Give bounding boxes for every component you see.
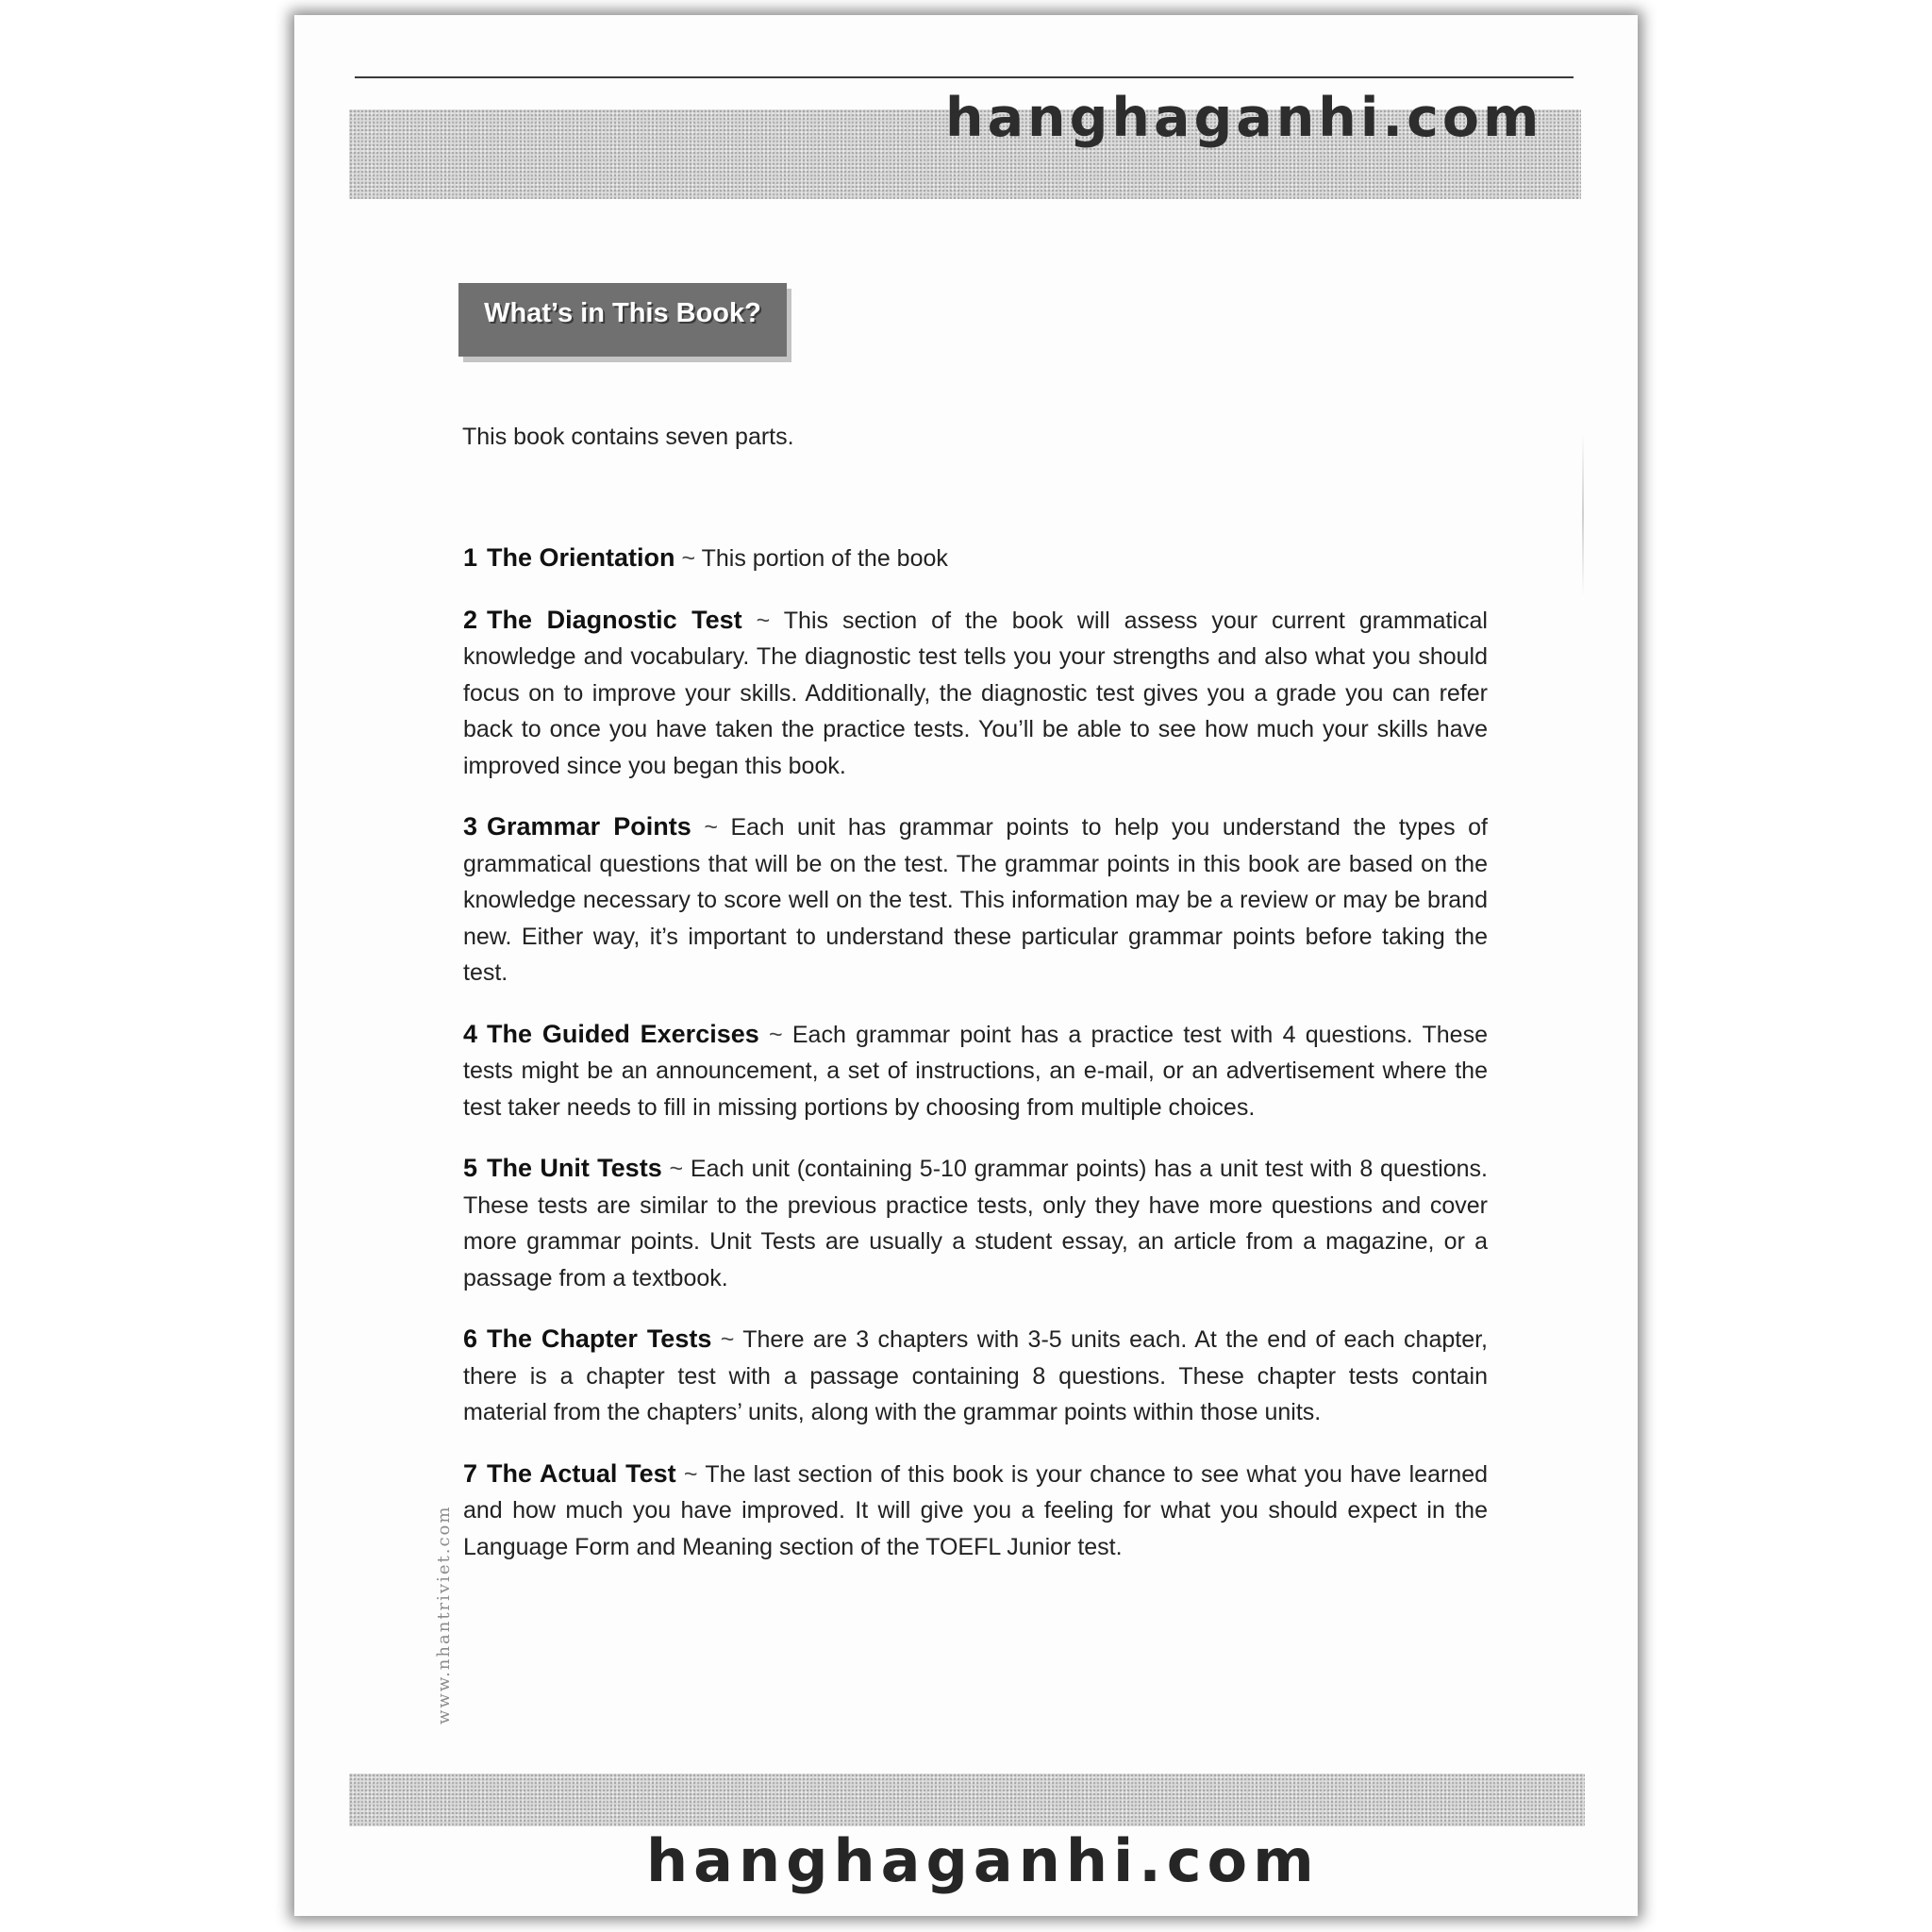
part-title-text: Grammar Points	[487, 812, 691, 841]
part-title	[463, 812, 691, 841]
margin-mark	[1582, 430, 1584, 600]
part-description: Each unit has grammar points to help you understand the types of grammatical questions that will be on the test. The grammar points in this book are based on the knowledge necessary to score well on the test. This information may be a review or may be brand new. Either way, it’s important to understand these particular grammar points before taking the test.	[463, 814, 1488, 986]
part-item	[463, 1016, 1488, 1126]
book-page	[294, 15, 1638, 1916]
section-heading-text: What’s in This Book?	[484, 298, 761, 328]
part-item	[463, 540, 1488, 577]
part-title-text: The Actual Test	[487, 1458, 676, 1488]
part-separator: ~	[669, 1156, 684, 1182]
part-item	[463, 602, 1488, 785]
part-number: 3	[463, 812, 478, 841]
intro-text: This book contains seven parts.	[462, 424, 794, 450]
part-item	[463, 1321, 1488, 1431]
part-number: 7	[463, 1458, 478, 1488]
part-title-text: The Guided Exercises	[487, 1019, 759, 1048]
part-separator: ~	[681, 545, 696, 572]
part-description: There are 3 chapters with 3-5 units each. At the end of each chapter, there is a chapter test with a passage containing 8 questions. These chapter tests contain material from the chapters’ units, along with the grammar points within those units.	[463, 1326, 1488, 1425]
part-title	[463, 1020, 759, 1048]
part-description: Each unit (containing 5-10 grammar points) has a unit test with 8 questions. These tests are similar to the previous practice tests, only they have more questions and cover more grammar points. Unit Tests are usually a student essay, an article from a magazine, or a passage from a textbook.	[463, 1156, 1488, 1291]
part-description: The last section of this book is your chance to see what you have learned and how much you have improved. It will give you a feeling for what you should expect in the Language Form and Meaning section of the TOEFL Junior test.	[463, 1460, 1489, 1560]
header-watermark: hanghaganhi.com	[945, 87, 1543, 149]
part-number: 1	[463, 543, 478, 572]
part-title	[463, 606, 742, 634]
part-title-text: The Orientation	[487, 543, 675, 572]
part-title-text: The Diagnostic Test	[487, 605, 742, 634]
part-number: 6	[463, 1324, 478, 1353]
part-separator: ~	[683, 1460, 698, 1488]
part-title	[463, 1459, 676, 1488]
footer-band	[349, 1774, 1585, 1826]
part-title	[463, 1324, 711, 1353]
part-separator: ~	[704, 814, 718, 841]
part-description: This portion of the book	[701, 545, 948, 572]
part-description: This section of the book will assess your current grammatical knowledge and vocabulary. The diagnostic test tells you your strengths and also what you should focus on to improve your skills. Additionally, the diagnostic test gives you a grade you can refer back to once you have taken the practice tests. You’ll be able to see how much your skills have improved since you began this book.	[463, 607, 1488, 779]
part-item	[463, 1150, 1488, 1296]
part-separator: ~	[756, 607, 771, 634]
part-number: 4	[463, 1019, 478, 1048]
part-title	[463, 543, 675, 572]
part-item	[463, 808, 1488, 991]
part-separator: ~	[769, 1021, 783, 1048]
parts-list	[463, 540, 1488, 1590]
part-title-text: The Unit Tests	[487, 1154, 662, 1182]
footer-watermark: hanghaganhi.com	[646, 1826, 1320, 1895]
side-url: www.nhantriviet.com	[434, 1505, 454, 1724]
section-heading	[458, 283, 787, 357]
top-rule	[355, 76, 1574, 78]
part-number: 2	[463, 605, 478, 634]
part-number: 5	[463, 1154, 478, 1182]
part-title	[463, 1154, 662, 1182]
part-separator: ~	[720, 1326, 735, 1353]
part-description: Each grammar point has a practice test with 4 questions. These tests might be an announcement, a set of instructions, an e-mail, or an advertisement where the test taker needs to fill in missing portions by choosing from multiple choices.	[463, 1021, 1488, 1121]
part-item	[463, 1456, 1488, 1566]
part-title-text: The Chapter Tests	[487, 1324, 712, 1353]
